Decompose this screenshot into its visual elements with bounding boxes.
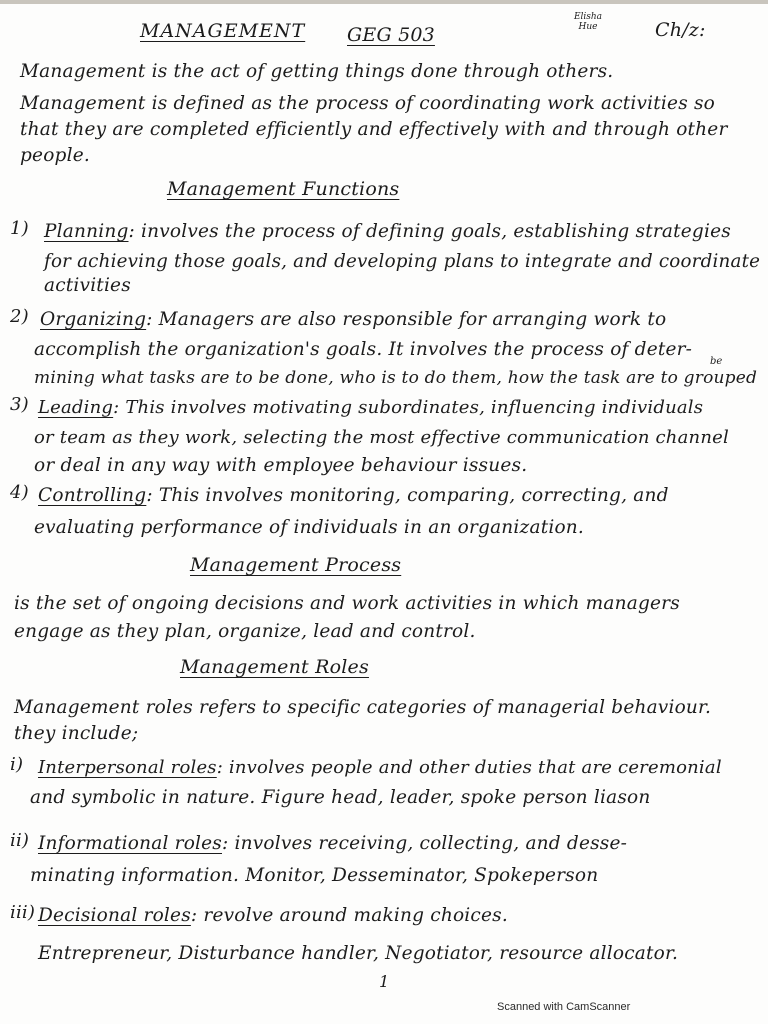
page-top-edge <box>0 0 768 4</box>
item-number: iii) <box>10 902 36 923</box>
definition-line: or team as they work, selecting the most effective communication channel <box>34 427 729 448</box>
term-interpersonal-roles: Interpersonal roles <box>38 757 217 778</box>
definition-line: for achieving those goals, and developing plans to integrate and coordinate <box>44 251 761 272</box>
process-line: engage as they plan, organize, lead and control. <box>14 621 476 642</box>
item-number: ii) <box>10 830 30 851</box>
term-decisional-roles: Decisional roles <box>38 905 191 926</box>
chapter-mark: Ch/z: <box>655 19 706 41</box>
role-informational <box>38 832 627 856</box>
term-planning: Planning <box>44 221 129 242</box>
page-number: 1 <box>379 972 390 991</box>
role-interpersonal <box>38 756 722 780</box>
signature: Elisha Hue <box>573 12 603 32</box>
definition-line: evaluating performance of individuals in an organization. <box>34 517 585 538</box>
term-controlling: Controlling <box>38 485 147 506</box>
term-organizing: Organizing <box>40 309 147 330</box>
intro-line: that they are completed efficiently and effectively with and through other <box>20 119 728 140</box>
process-line: is the set of ongoing decisions and work activities in which managers <box>14 593 680 614</box>
definition-line: and symbolic in nature. Figure head, leader, spoke person liason <box>30 787 651 808</box>
intro-line: Management is the act of getting things done through others. <box>20 61 614 82</box>
definition-text: : Managers are also responsible for arranging work to <box>146 309 667 330</box>
item-number: 2) <box>10 306 29 327</box>
item-number: 3) <box>10 394 29 415</box>
superscript-insert: be <box>710 356 723 367</box>
term-leading: Leading <box>38 397 114 418</box>
function-controlling <box>38 484 669 508</box>
page-title: MANAGEMENT <box>140 20 306 42</box>
definition-line: minating information. Monitor, Desseminator, Spokeperson <box>30 865 599 886</box>
roles-heading: Management Roles <box>180 656 369 678</box>
definition-text: : involves people and other duties that are ceremonial <box>216 757 722 778</box>
functions-heading: Management Functions <box>167 178 400 200</box>
item-number: i) <box>10 754 24 775</box>
definition-text: : involves receiving, collecting, and desse- <box>222 833 628 854</box>
item-number: 1) <box>10 218 29 239</box>
course-code: GEG 503 <box>347 24 435 46</box>
process-heading: Management Process <box>190 554 402 576</box>
definition-line: accomplish the organization's goals. It involves the process of deter- <box>34 339 693 360</box>
function-planning <box>44 220 731 244</box>
definition-text: : revolve around making choices. <box>190 905 508 926</box>
intro-line: people. <box>20 145 90 166</box>
roles-intro-line: they include; <box>14 723 139 744</box>
item-number: 4) <box>10 482 29 503</box>
definition-text: : This involves monitoring, comparing, correcting, and <box>146 485 669 506</box>
definition-line: mining what tasks are to be done, who is to do them, how the task are to grouped <box>34 368 758 388</box>
term-informational-roles: Informational roles <box>38 833 222 854</box>
roles-intro-line: Management roles refers to specific categories of managerial behaviour. <box>14 697 712 718</box>
definition-line: activities <box>44 275 131 296</box>
scanner-watermark: Scanned with CamScanner <box>497 1001 631 1013</box>
definition-text: : This involves motivating subordinates, influencing individuals <box>113 397 704 418</box>
definition-line: or deal in any way with employee behaviour issues. <box>34 455 528 476</box>
intro-line: Management is defined as the process of coordinating work activities so <box>20 93 716 114</box>
definition-line: Entrepreneur, Disturbance handler, Negotiator, resource allocator. <box>38 943 679 964</box>
definition-text: : involves the process of defining goals, establishing strategies <box>128 221 731 242</box>
role-decisional <box>38 904 508 928</box>
function-leading <box>38 396 703 420</box>
function-organizing <box>40 308 666 332</box>
